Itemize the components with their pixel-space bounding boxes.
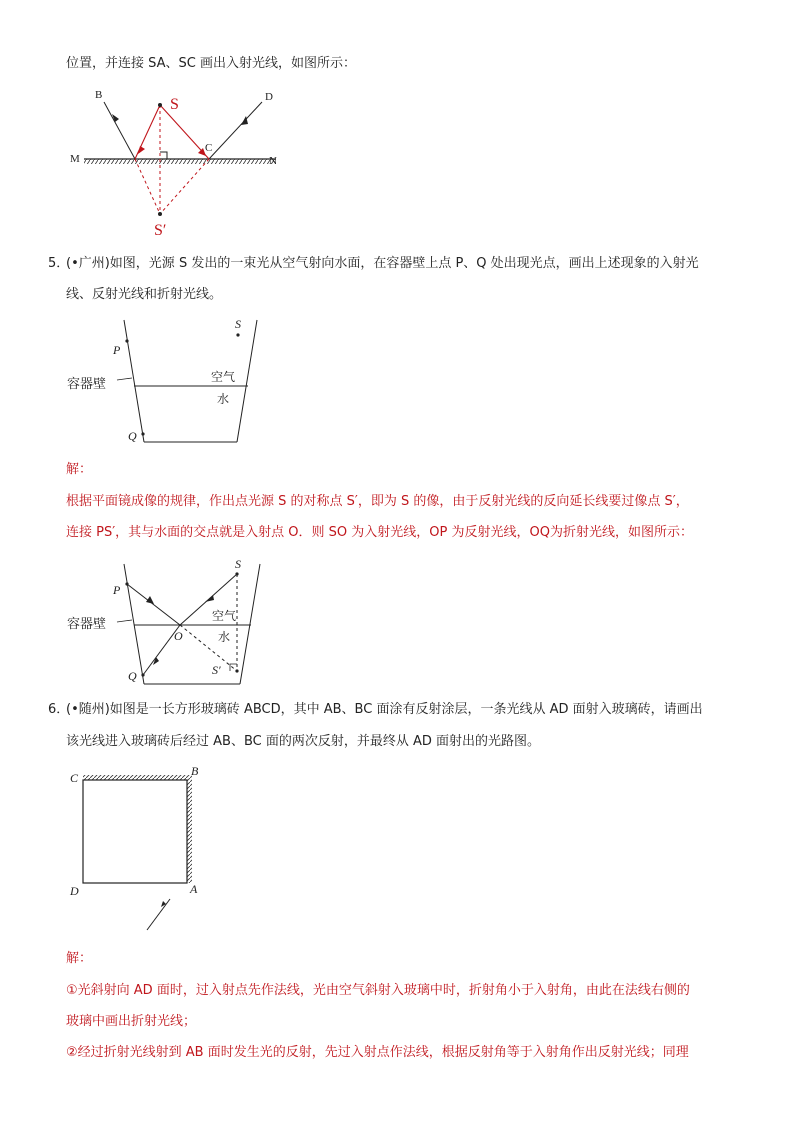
mirror-reflection-figure [62, 82, 302, 242]
label-S: S [170, 96, 179, 113]
wall-pointer [117, 378, 132, 380]
container-right-wall [237, 320, 257, 442]
q6-answer-label: 解： [66, 951, 93, 966]
extension-A [135, 159, 160, 214]
point-S [236, 333, 239, 336]
label-air: 空气 [212, 609, 237, 623]
intro-text: 位置，并连接 SA、SC 画出入射光线，如图所示： [66, 56, 356, 71]
label-Q: Q [128, 669, 137, 683]
right-angle-mark [160, 152, 167, 159]
label-water: 水 [218, 630, 231, 644]
label-B: B [191, 764, 199, 778]
label-A: A [190, 882, 198, 896]
label-Sprime: S′ [212, 663, 221, 677]
q6-answer-line3: ②经过折射光线射到 AB 面时发生光的反射，先过入射点作法线，根据反射角等于入射角作出反射光线；同理 [66, 1045, 689, 1060]
container-left-wall [124, 320, 144, 442]
label-wall: 容器壁 [67, 377, 107, 392]
point-Q [141, 432, 144, 435]
label-water: 水 [217, 392, 230, 406]
q6-line1: (•随州)如图是一长方形玻璃砖 ABCD，其中 AB、BC 面涂有反射涂层，一条光线从 AD 面射入玻璃砖，请画出 [66, 702, 703, 717]
container-left-wall [124, 564, 144, 684]
label-Q: Q [128, 429, 137, 443]
arrow-SO [205, 595, 214, 602]
mirror-hatch [84, 159, 276, 164]
label-C: C [205, 142, 213, 154]
label-B: B [95, 89, 103, 101]
q6-answer-line1: ①光斜射向 AD 面时，过入射点先作法线，光由空气斜射入玻璃中时，折射角小于入射角，由此在法线右侧的 [66, 983, 690, 998]
extension-C [160, 159, 209, 214]
q5-answer-figure [62, 556, 277, 691]
q5-line2: 线、反射光线和折射光线。 [66, 287, 223, 302]
q5-line1: (•广州)如图，光源 S 发出的一束光从空气射向水面，在容器壁上点 P、Q 处出现光点，画出上述现象的入射光 [66, 256, 699, 271]
point-Sprime [235, 669, 238, 672]
label-D: D [70, 884, 79, 898]
label-wall: 容器壁 [67, 617, 107, 632]
coating-AB [187, 775, 192, 883]
q6-glass-brick-figure [62, 762, 222, 932]
label-P: P [113, 583, 121, 597]
point-Q [141, 673, 144, 676]
q6-answer-line2: 玻璃中画出折射光线； [66, 1014, 197, 1029]
point-Sprime [158, 212, 162, 216]
q5-container-figure [62, 316, 272, 446]
label-Sprime: S′ [154, 222, 167, 239]
label-D: D [265, 91, 273, 103]
q5-answer-line2: 连接 PS′，其与水面的交点就是入射点 O．则 SO 为入射光线，OP 为反射光线，OQ为折射光线，如图所示： [66, 525, 693, 540]
point-P [125, 582, 128, 585]
coating-BC [83, 775, 187, 780]
point-S [235, 572, 238, 575]
q6-number: 6． [48, 702, 70, 717]
arrow-D [241, 116, 248, 125]
label-P: P [113, 343, 121, 357]
point-P [125, 339, 128, 342]
ray-to-B [104, 102, 135, 159]
q6-line2: 该光线进入玻璃砖后经过 AB、BC 面的两次反射，并最终从 AD 面射出的光路图。 [66, 734, 541, 749]
q5-answer-label: 解： [66, 462, 93, 477]
label-C: C [70, 771, 79, 785]
ray-SA [135, 105, 160, 159]
reflected-ray-OP [127, 584, 180, 625]
glass-brick-rect [83, 780, 187, 883]
point-S [158, 103, 162, 107]
label-N: N [269, 155, 277, 167]
wall-pointer [117, 620, 132, 622]
q5-answer-line1: 根据平面镜成像的规律，作出点光源 S 的对称点 S′，即为 S 的像，由于反射光线的反向延长线要过像点 S′， [66, 494, 689, 509]
ray-to-D [209, 102, 262, 159]
container-right-wall [240, 564, 260, 684]
incident-ray [147, 899, 170, 930]
label-O: O [174, 629, 183, 643]
arrow-SA [138, 146, 145, 154]
label-S: S [235, 557, 241, 571]
label-air: 空气 [211, 370, 236, 384]
label-S: S [235, 317, 241, 331]
q5-number: 5． [48, 256, 70, 271]
label-M: M [70, 153, 80, 165]
